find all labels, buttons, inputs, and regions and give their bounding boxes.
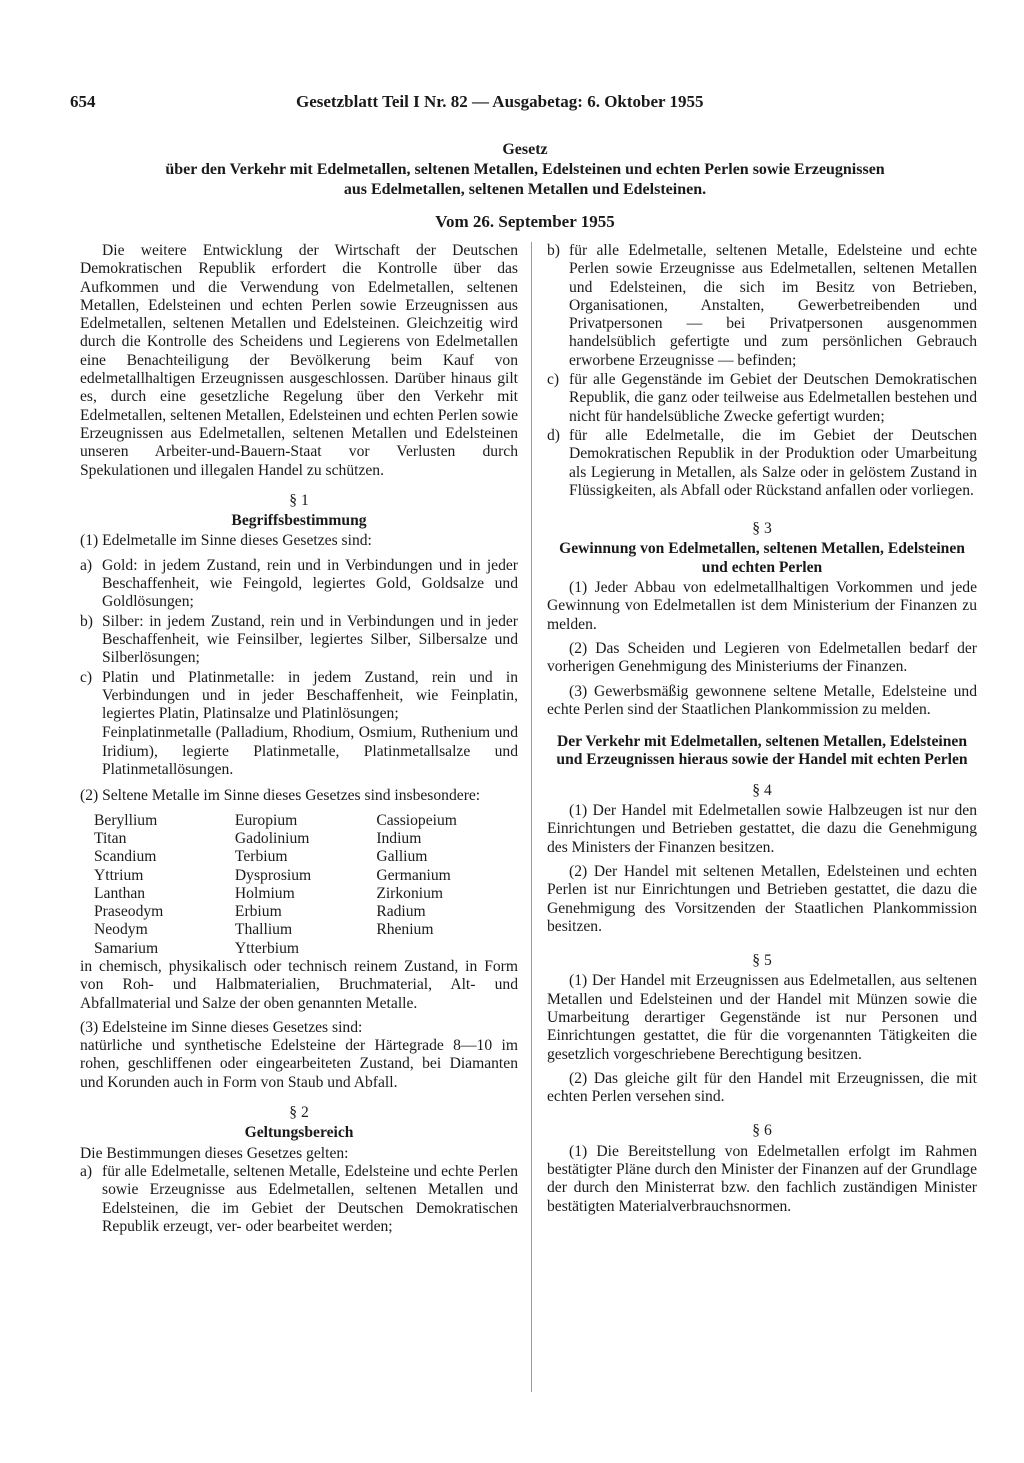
right-column bbox=[547, 242, 977, 1222]
metal-name: Beryllium bbox=[94, 811, 158, 829]
section-2-number: § 2 bbox=[289, 1104, 309, 1122]
metal-name: Lanthan bbox=[94, 884, 146, 902]
item-label: a) bbox=[80, 1162, 93, 1180]
item-label: b) bbox=[80, 612, 93, 630]
metal-name: Cassiopeium bbox=[376, 811, 457, 829]
section-4-number: § 4 bbox=[752, 781, 772, 799]
section-1-para-1: (1) Edelmetalle im Sinne dieses Gesetzes sind: bbox=[80, 532, 372, 550]
metals-row bbox=[94, 848, 518, 866]
item-text: Platin und Platinmetalle: in jedem Zustand, rein und in Verbindungen und in jeder Beschaffenheit, wie Feinplatin, legiertes Platin, Platinsalze und Platinlösungen; bbox=[102, 668, 518, 723]
item-text: für alle Edelmetalle, seltenen Metalle, Edelsteine und echte Perlen sowie Erzeugnisse aus Edelmetallen, seltenen Metallen und Edelsteinen, die sich im Besitz von Betrieben, Organisationen, Anstalten, Gewerbetreibenden und Privatpersonen — bei Privatpersonen ausgenommen handelsüblich gefertigte und zum persönlichen Gebrauch erworbene Erzeugnisse — befinden; bbox=[569, 242, 977, 369]
section-6-number: § 6 bbox=[752, 1122, 772, 1140]
left-column bbox=[80, 242, 518, 1237]
page-number: 654 bbox=[70, 92, 96, 111]
item-text: Silber: in jedem Zustand, rein und in Verbindungen und in jeder Beschaffenheit, wie Feinsilber, legiertes Silber, Silbersalze und Silberlösungen; bbox=[102, 612, 518, 667]
item-label: b) bbox=[547, 242, 560, 259]
chapter-heading: Der Verkehr mit Edelmetallen, seltenen Metallen, Edelsteinen und Erzeugnissen hieraus sowie der Handel mit echten Perlen bbox=[556, 733, 968, 769]
section-2-intro: Die Bestimmungen dieses Gesetzes gelten: bbox=[80, 1144, 349, 1162]
metals-row bbox=[94, 812, 518, 830]
item-text: für alle Edelmetalle, die im Gebiet der Deutschen Demokratischen Republik in der Produktion oder Umarbeitung als Legierung in Metallen, als Salze oder in gelöstem Zustand in Flüssigkeiten, als Abfall oder Rückstand anfallen oder vorliegen. bbox=[569, 426, 977, 499]
section-2-item-b bbox=[547, 242, 977, 370]
item-label: c) bbox=[547, 371, 560, 389]
section-3-para-3: (3) Gewerbsmäßig gewonnene seltene Metalle, Edelsteine und echte Perlen sind der Staatlichen Plankommission zu melden. bbox=[547, 682, 977, 718]
metal-name: Radium bbox=[376, 903, 426, 921]
section-3-number: § 3 bbox=[752, 520, 772, 538]
metal-name: Zirkonium bbox=[376, 884, 444, 902]
law-date: Vom 26. September 1955 bbox=[435, 212, 615, 231]
metal-name: Dysprosium bbox=[234, 866, 312, 884]
running-header bbox=[70, 92, 810, 118]
section-1-number: § 1 bbox=[289, 491, 309, 509]
preamble: Die weitere Entwicklung der Wirtschaft der Deutschen Demokratischen Republik erfordert die Kontrolle über das Aufkommen und die Verwendung von Edelmetallen, seltenen Metallen, Edelsteinen und echten Perlen sowie Erzeugnissen aus Edelmetallen, seltenen Metallen und Edelsteinen. Gleichzeitig wird durch die Kontrolle des Scheidens und Legierens von Edelmetallen eine Benachteiligung der Bevölkerung beim Kauf von edelmetallhaltigen Erzeugnissen ausgeschlossen. Darüber hinaus gilt es, durch eine gesetzliche Regelung über den Verkehr mit Edelmetallen, seltenen Metallen, Edelsteinen und echten Perlen sowie Erzeugnissen aus Edelmetallen, seltenen Metallen und Edelsteinen unseren Arbeiter-und-Bauern-Staat vor Verlusten durch Spekulationen und illegalen Handel zu schützen. bbox=[80, 242, 518, 479]
metal-name: Samarium bbox=[94, 939, 159, 957]
metal-name bbox=[376, 940, 518, 958]
running-head: Gesetzblatt Teil I Nr. 82 — Ausgabetag: 6. Oktober 1955 bbox=[296, 92, 704, 111]
section-6-para-1: (1) Die Bereitstellung von Edelmetallen erfolgt im Rahmen bestätigter Pläne durch den Minister der Finanzen auf der Grundlage der durch den Ministerrat bzw. den fachlich zuständigen Minister bestätigten Materialverbrauchsnormen. bbox=[547, 1142, 977, 1215]
section-1-para-3-cont: natürliche und synthetische Edelsteine der Härtegrade 8—10 im rohen, geschliffenen oder eingearbeiteten Zustand, bei Diamanten und Korunden auch in Form von Staub und Abfall. bbox=[80, 1037, 518, 1091]
item-label: c) bbox=[80, 668, 93, 686]
section-5-para-2: (2) Das gleiche gilt für den Handel mit Erzeugnissen, die mit echten Perlen versehen sind. bbox=[547, 1069, 977, 1106]
item-text: für alle Gegenstände im Gebiet der Deutschen Demokratischen Republik, die ganz oder teilweise aus Edelmetallen bestehen und nicht für handelsübliche Zwecke gefertigt wurden; bbox=[569, 371, 977, 425]
section-3-para-1: (1) Jeder Abbau von edelmetallhaltigen Vorkommen und jede Gewinnung von Edelmetallen ist dem Ministerium der Finanzen zu melden. bbox=[547, 579, 977, 633]
metal-name: Ytterbium bbox=[234, 939, 300, 957]
item-label: d) bbox=[547, 426, 560, 444]
section-2-item-d bbox=[547, 427, 977, 500]
metal-name: Terbium bbox=[234, 848, 288, 866]
metal-name: Rhenium bbox=[376, 921, 434, 939]
law-title bbox=[60, 140, 990, 200]
section-1-item-c-sub: Feinplatinmetalle (Palladium, Rhodium, Osmium, Ruthenium und Iridium), legierte Platinmetalle, Platinmetallsalze und Platinmetallösungen. bbox=[102, 724, 518, 779]
rare-metals-table bbox=[94, 812, 518, 958]
section-1-para-3: (3) Edelsteine im Sinne dieses Gesetzes sind: bbox=[80, 1018, 363, 1036]
section-5-para-1: (1) Der Handel mit Erzeugnissen aus Edelmetallen, aus seltenen Metallen und Edelsteinen und der Handel mit Münzen sowie die Umarbeitung derartiger Gegenstände ist nur Personen und Einrichtungen gestattet, die für die vorgenannten Tätigkeiten die gesetzlich vorgeschriebene Berechtigung besitzen. bbox=[547, 972, 977, 1063]
metal-name: Gallium bbox=[376, 848, 428, 866]
section-5-number: § 5 bbox=[752, 952, 772, 970]
section-1-item-b bbox=[80, 613, 518, 668]
section-1-item-c bbox=[80, 669, 518, 724]
column-divider bbox=[531, 242, 532, 1392]
metals-row bbox=[94, 885, 518, 903]
metal-name: Yttrium bbox=[94, 866, 144, 884]
metal-name: Erbium bbox=[234, 903, 282, 921]
item-text: Gold: in jedem Zustand, rein und in Verbindungen und in jeder Beschaffenheit, wie Feingold, legiertes Gold, Goldsalze und Goldlösungen; bbox=[102, 556, 518, 611]
metal-name: Europium bbox=[234, 811, 298, 829]
metals-row bbox=[94, 903, 518, 921]
metal-name: Praseodym bbox=[94, 903, 164, 921]
metals-row bbox=[94, 867, 518, 885]
section-4-para-1: (1) Der Handel mit Edelmetallen sowie Halbzeugen ist nur den Einrichtungen und Betrieben gestattet, die dazu die Genehmigung des Ministers der Finanzen besitzen. bbox=[547, 802, 977, 856]
metal-name: Germanium bbox=[376, 866, 451, 884]
item-text: für alle Edelmetalle, seltenen Metalle, Edelsteine und echte Perlen sowie Erzeugnisse aus Edelmetallen, seltenen Metallen und Edelsteinen, die im Gebiet der Deutschen Demokratischen Republik erzeugt, ver- oder bearbeitet werden; bbox=[102, 1162, 518, 1235]
section-2-item-c bbox=[547, 371, 977, 426]
section-3-para-2: (2) Das Scheiden und Legieren von Edelmetallen bedarf der vorherigen Genehmigung des Ministeriums der Finanzen. bbox=[547, 639, 977, 676]
section-4-para-2: (2) Der Handel mit seltenen Metallen, Edelsteinen und echten Perlen ist nur Einrichtungen und Betrieben gestattet, die dazu die Genehmigung des Vorsitzenden der Staatlichen Plankommission besitzen. bbox=[547, 862, 977, 935]
metal-name: Indium bbox=[376, 829, 422, 847]
section-1-item-a bbox=[80, 557, 518, 612]
title-line-1: Gesetz bbox=[502, 141, 548, 158]
metal-name: Holmium bbox=[234, 884, 295, 902]
metal-name: Scandium bbox=[94, 848, 157, 866]
item-label: a) bbox=[80, 556, 93, 574]
metal-name: Neodym bbox=[94, 921, 148, 939]
metals-row bbox=[94, 830, 518, 848]
metals-row bbox=[94, 921, 518, 939]
section-1-title: Begriffsbestimmung bbox=[231, 512, 367, 530]
section-1-para-2: (2) Seltene Metalle im Sinne dieses Gesetzes sind insbesondere: bbox=[80, 787, 481, 805]
title-line-2: über den Verkehr mit Edelmetallen, seltenen Metallen, Edelsteinen und echten Perlen sowie Erzeugnissen bbox=[165, 161, 885, 178]
section-1-para-2-cont: in chemisch, physikalisch oder technisch reinem Zustand, in Form von Roh- und Halbmaterialien, Bruchmaterial, Alt- und Abfallmaterial und Salze der oben genannten Metalle. bbox=[80, 957, 518, 1012]
metal-name: Thallium bbox=[234, 921, 293, 939]
metal-name: Titan bbox=[94, 829, 127, 847]
metal-name: Gadolinium bbox=[234, 829, 310, 847]
title-line-3: aus Edelmetallen, seltenen Metallen und Edelsteinen. bbox=[343, 181, 707, 198]
section-3-title: Gewinnung von Edelmetallen, seltenen Metallen, Edelsteinen und echten Perlen bbox=[559, 540, 965, 576]
section-2-title: Geltungsbereich bbox=[244, 1124, 354, 1142]
metals-row bbox=[94, 940, 518, 958]
section-2-item-a bbox=[80, 1163, 518, 1236]
